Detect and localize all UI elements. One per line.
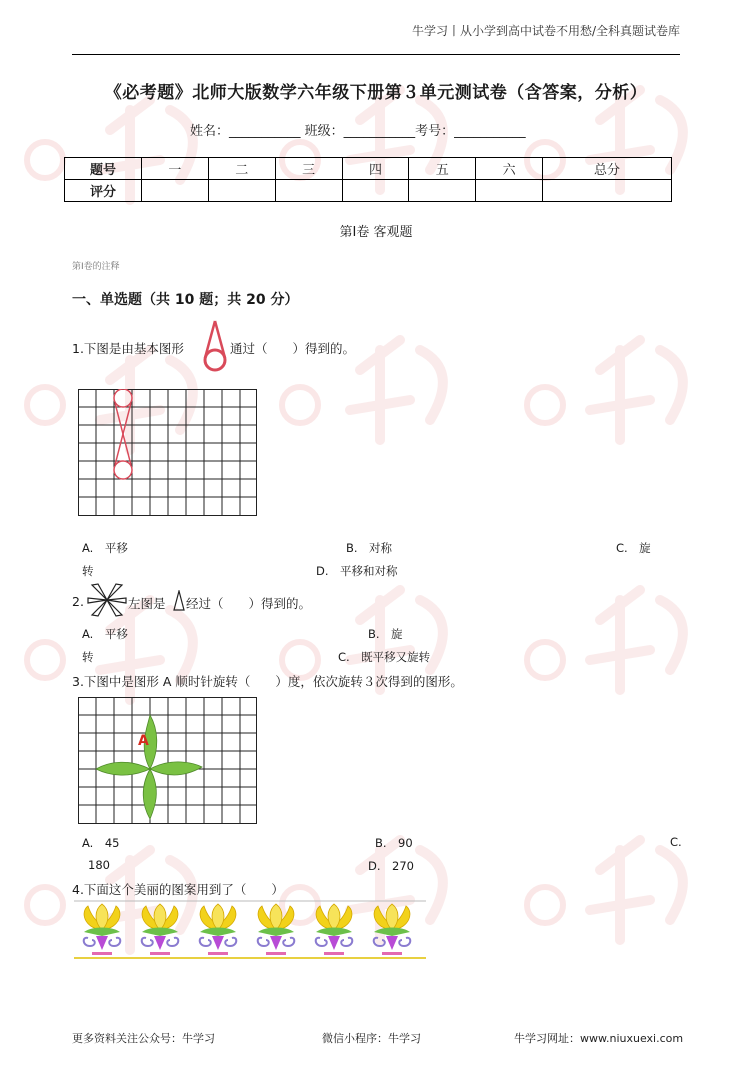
q1-option-c[interactable]: C. 旋 xyxy=(616,541,651,555)
table-cell[interactable] xyxy=(275,180,342,202)
table-cell: 二 xyxy=(208,158,275,180)
teardrop-shape xyxy=(200,318,230,374)
table-cell[interactable] xyxy=(543,180,672,202)
q1-option-d[interactable]: D. 平移和对称 xyxy=(316,564,398,578)
table-cell: 五 xyxy=(409,158,476,180)
table-cell: 题号 xyxy=(65,158,142,180)
question-2-text: 左图是 xyxy=(128,596,166,611)
table-cell: 一 xyxy=(142,158,209,180)
table-row xyxy=(65,158,672,180)
q2-option-b[interactable]: B. 旋 xyxy=(368,627,403,641)
table-cell: 评分 xyxy=(65,180,142,202)
q2-option-c[interactable]: C. 既平移又旋转 xyxy=(338,650,431,664)
footer-right-link[interactable]: 牛学习网址：www.niuxuexi.com xyxy=(514,1032,684,1045)
triangle-shape xyxy=(172,590,186,612)
table-cell[interactable] xyxy=(476,180,543,202)
question-2-text-after: 经过（ ）得到的。 xyxy=(186,596,312,611)
q1-option-c-wrap: 转 xyxy=(82,564,94,578)
question-4-text: 4.下面这个美丽的图案用到了（ ） xyxy=(72,882,284,897)
question-3-text: 3.下图中是图形 A 顺时针旋转（ ）度，依次旋转３次得到的图形。 xyxy=(72,674,463,689)
table-cell: 四 xyxy=(342,158,409,180)
q3-option-c-wrap: 180 xyxy=(88,858,110,872)
header-divider xyxy=(72,54,680,55)
pinwheel-shape xyxy=(86,582,128,618)
q1-option-a[interactable]: A. 平移 xyxy=(82,541,128,555)
footer-left: 更多资料关注公众号：牛学习 xyxy=(72,1032,215,1045)
question-1-text: 1.下图是由基本图形 xyxy=(72,341,184,356)
q3-option-c[interactable]: C. xyxy=(670,835,682,849)
decorative-frieze xyxy=(74,900,426,960)
q3-option-d[interactable]: D. 270 xyxy=(368,859,414,873)
part-title: 一、单选题（共 10 题；共 20 分） xyxy=(72,292,299,308)
q3-option-a[interactable]: A. 45 xyxy=(82,836,120,850)
q2-option-a[interactable]: A. 平移 xyxy=(82,627,128,641)
question-2-number: 2. xyxy=(72,594,84,609)
table-row xyxy=(65,180,672,202)
grid-figure-q1 xyxy=(78,389,258,517)
page-header-text: 牛学习丨从小学到高中试卷不用愁/全科真题试卷库 xyxy=(411,24,680,38)
q3-option-b[interactable]: B. 90 xyxy=(375,836,413,850)
figure-label-a: A xyxy=(138,733,149,749)
table-cell[interactable] xyxy=(342,180,409,202)
score-table xyxy=(64,157,672,202)
table-cell: 六 xyxy=(476,158,543,180)
section-title: 第Ⅰ卷 客观题 xyxy=(339,225,413,240)
table-cell: 三 xyxy=(275,158,342,180)
table-cell[interactable] xyxy=(208,180,275,202)
section-note: 第Ⅰ卷的注释 xyxy=(72,262,120,272)
table-cell[interactable] xyxy=(142,180,209,202)
table-cell: 总分 xyxy=(543,158,672,180)
q2-option-b-wrap: 转 xyxy=(82,650,94,664)
q1-option-b[interactable]: B. 对称 xyxy=(346,541,393,555)
page-title: 《必考题》北师大版数学六年级下册第３单元测试卷（含答案，分析） xyxy=(104,83,648,103)
question-1-text-after: 通过（ ）得到的。 xyxy=(230,341,356,356)
student-info-line: 姓名：___________ 班级：___________考号：___________ xyxy=(190,124,526,139)
footer-center: 微信小程序：牛学习 xyxy=(322,1032,421,1045)
grid-figure-q3 xyxy=(78,697,258,825)
table-cell[interactable] xyxy=(409,180,476,202)
